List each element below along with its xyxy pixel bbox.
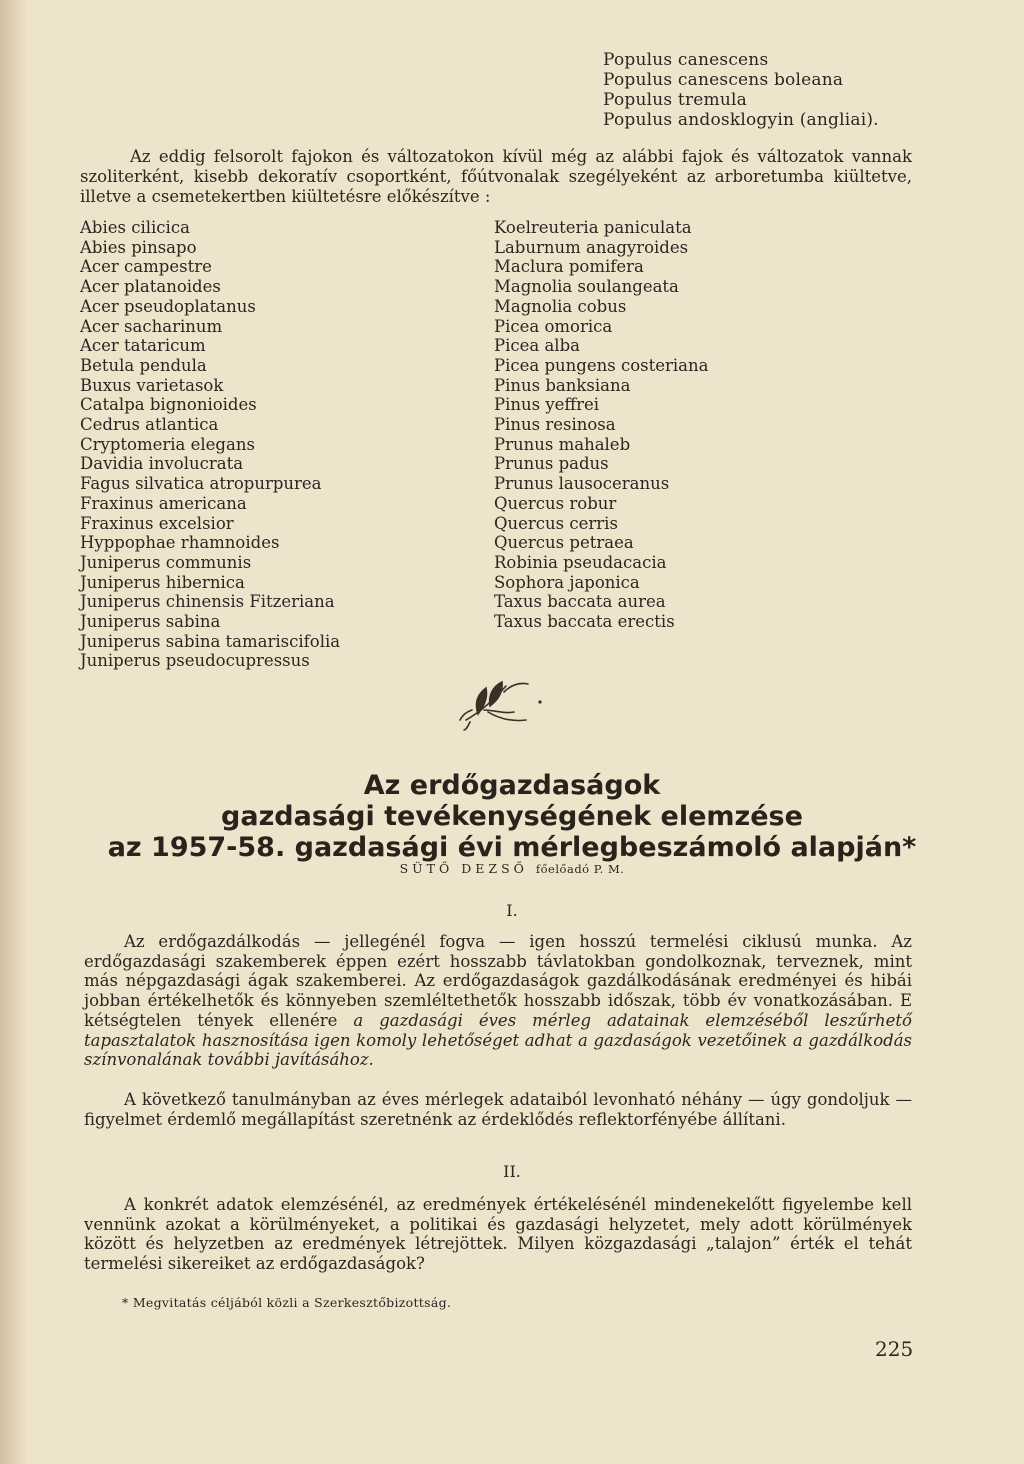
section-2-paragraph-1: A konkrét adatok elemzésénél, az eredmények értékelésénél mindenekelőtt figyelembe kell vennünk azokat a körülményeket, a politikai és gazdasági helyzetet, mely adott körülmények között és helyzetben az eredmények létrejöttek. Milyen közgazdasági „talajon” érték el tehát termelési sikereiket az erdőgazdaságok?: [84, 1195, 912, 1274]
author-name: SÜTŐ DEZSŐ: [399, 861, 528, 876]
footnote: * Megvitatás céljából közli a Szerkesztőbizottság.: [122, 1295, 452, 1310]
list-item: Juniperus hibernica: [80, 572, 245, 592]
title-line: Az erdőgazdaságok: [363, 770, 661, 801]
list-item: Taxus baccata aurea: [494, 592, 666, 612]
list-item: Acer platanoides: [80, 277, 221, 297]
section-1-paragraph-2: A következő tanulmányban az éves mérlegek adataiból levonható néhány — úgy gondoljuk — figyelmet érdemlő megállapítást szeretnénk az érdeklődés reflektorfényébe állítani.: [84, 1090, 912, 1129]
list-item: Prunus mahaleb: [494, 434, 631, 454]
list-item: Acer sacharinum: [80, 316, 223, 336]
list-item: Juniperus chinensis Fitzeriana: [80, 592, 335, 612]
list-item: Buxus varietasok: [80, 375, 224, 395]
page-number: 225: [875, 1337, 914, 1361]
list-item: Fraxinus americana: [80, 493, 247, 513]
list-item: Fraxinus excelsior: [80, 513, 234, 533]
leaf-ornament-icon: [448, 672, 548, 732]
list-item: Populus tremula: [603, 90, 747, 110]
list-item: Robinia pseudacacia: [494, 552, 667, 572]
list-item: Catalpa bignonioides: [80, 395, 257, 415]
top-species-list: [603, 50, 983, 130]
list-item: Picea omorica: [494, 316, 613, 336]
list-item: Prunus padus: [494, 454, 609, 474]
list-item: Betula pendula: [80, 355, 207, 375]
list-item: Populus canescens boleana: [603, 70, 844, 90]
list-item: Fagus silvatica atropurpurea: [80, 474, 322, 494]
intro-paragraph: Az eddig felsorolt fajokon és változatokon kívül még az alábbi fajok és változatok vannak szoliterként, kisebb dekoratív csoportként, főútvonalak szegélyeként az arboretumba kiültetve, illetve a csemetekertben kiültetésre előkészítve :: [80, 147, 912, 206]
list-item: Abies cilicica: [80, 218, 190, 237]
list-item: Quercus robur: [494, 493, 617, 513]
page-edge-shadow: [0, 0, 28, 1464]
list-item: Maclura pomifera: [494, 257, 644, 277]
author-role: főelőadó P. M.: [535, 862, 625, 876]
list-item: Juniperus sabina tamariscifolia: [80, 631, 341, 651]
species-list-left: [80, 218, 340, 671]
paragraph-italic-text: a gazdasági éves mérleg adatainak elemzéséből leszűrhető tapasztalatok hasznosítása igen komoly lehetőséget adhat a gazdaságok vezetőinek a gazdálkodás színvonalának további javításához.: [84, 1010, 912, 1070]
title-line: gazdasági tevékenységének elemzése: [221, 801, 803, 832]
list-item: Juniperus pseudocupressus: [80, 651, 310, 671]
list-item: Sophora japonica: [494, 572, 640, 592]
list-item: Picea pungens costeriana: [494, 355, 709, 375]
list-item: Abies pinsapo: [80, 237, 197, 257]
list-item: Davidia involucrata: [80, 454, 244, 474]
list-item: Cryptomeria elegans: [80, 434, 255, 454]
species-list-right: [494, 218, 708, 632]
list-item: Acer tataricum: [80, 336, 206, 356]
list-item: Laburnum anagyroides: [494, 237, 689, 257]
list-item: Quercus cerris: [494, 513, 618, 533]
list-item: Acer pseudoplatanus: [80, 296, 256, 316]
list-item: Picea alba: [494, 336, 580, 356]
list-item: Populus canescens: [603, 50, 769, 70]
author-byline: [0, 861, 1024, 876]
list-item: Pinus banksiana: [494, 375, 631, 395]
list-item: Hyppophae rhamnoides: [80, 533, 280, 553]
section-heading-1: I.: [506, 901, 518, 920]
list-item: Taxus baccata erectis: [494, 612, 675, 632]
list-item: Acer campestre: [80, 257, 212, 277]
paragraph-text: Az erdőgazdálkodás — jellegénél fogva — igen hosszú termelési ciklusú munka. Az erdőgazdasági szakemberek éppen ezért hosszabb távlatokban gondolkoznak, terveznek, mint más népgazdasági ágak szakemberei. Az erdőgazdaságok gazdálkodásának eredményei és hibái jobban értékelhetők és könnyeben szemléltethetők hosszabb időszak, több év vonatkozásában. E kétségtelen tények ellenére: [84, 932, 912, 1030]
list-item: Juniperus sabina: [80, 612, 221, 632]
article-title: [0, 770, 1024, 863]
title-line: az 1957-58. gazdasági évi mérlegbeszámoló alapján*: [107, 832, 917, 863]
list-item: Prunus lausoceranus: [494, 474, 670, 494]
list-item: Pinus yeffrei: [494, 395, 600, 415]
list-item: Cedrus atlantica: [80, 415, 219, 435]
list-item: Juniperus communis: [80, 552, 252, 572]
list-item: Koelreuteria paniculata: [494, 218, 692, 237]
list-item: Magnolia cobus: [494, 296, 627, 316]
list-item: Populus andosklogyin (angliai).: [603, 110, 879, 130]
list-item: Magnolia soulangeata: [494, 277, 679, 297]
section-heading-2: II.: [503, 1162, 521, 1181]
list-item: Pinus resinosa: [494, 415, 616, 435]
list-item: Quercus petraea: [494, 533, 634, 553]
section-1-paragraph-1: [84, 932, 912, 1070]
